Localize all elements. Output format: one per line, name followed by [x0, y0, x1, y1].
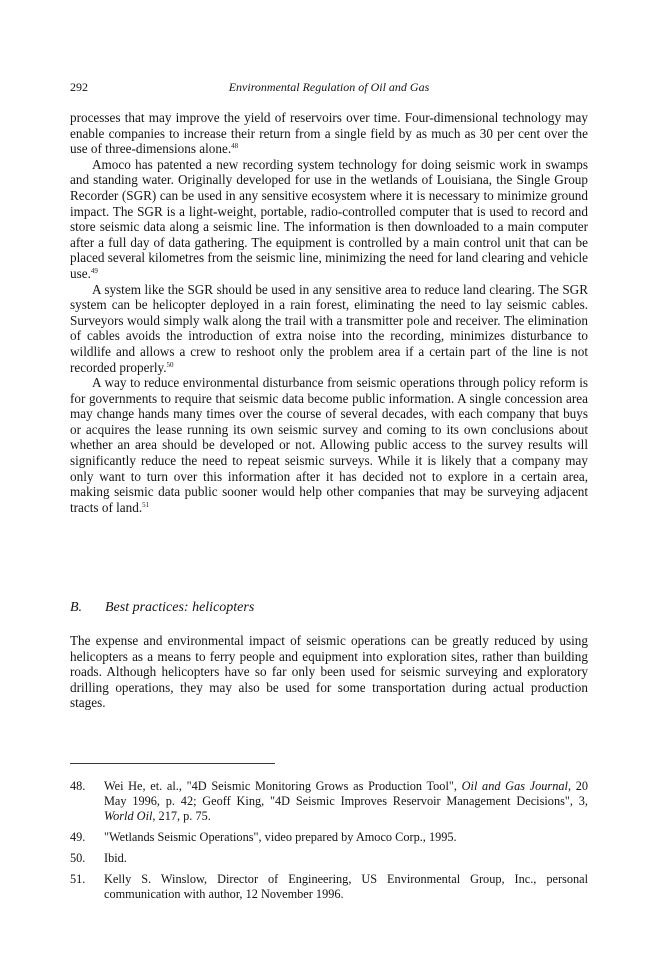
section-body: [70, 633, 588, 711]
page-header: [70, 80, 588, 98]
paragraph-4-text: A way to reduce environmental disturbance from seismic operations through policy reform is for governments to require that seismic data become public information. A single concession area may change hands many times over the course of several decades, with each company that buys or acquires the lease running its own seismic survey and coming to its own conclusions about whether an area should be developed or not. Allowing public access to the survey results will significantly reduce the need to repeat seismic surveys. While it is likely that a company may only want to turn over this information after it has decided not to explore in a certain area, making seismic data public sooner would help other companies that may be surveying adjacent tracts of land.: [70, 375, 588, 515]
footnote-text: Ibid.: [104, 851, 127, 865]
paragraph-1: [70, 110, 588, 157]
footnote-number: 49.: [70, 830, 86, 844]
paragraph-2: [70, 157, 588, 282]
footnote-51: [70, 872, 588, 902]
footnote-ref-51: 51: [142, 500, 150, 509]
footnotes: [70, 779, 588, 908]
footnote-text: Kelly S. Winslow, Director of Engineering, US Environmental Group, Inc., personal communication with author, 12 November 1996.: [104, 872, 588, 901]
section-title: Best practices: helicopters: [105, 600, 255, 615]
footnote-number: 50.: [70, 851, 86, 865]
paragraph-4: [70, 375, 588, 515]
footnote-48-journal-1: Oil and Gas Journal: [461, 779, 568, 793]
footnote-number: 48.: [70, 779, 86, 793]
footnote-48: [70, 779, 588, 824]
paragraph-1-text: processes that may improve the yield of reservoirs over time. Four-dimensional technology may enable companies to increase their return from a single field by as much as 30 per cent over the use of three-dimensions alone.: [70, 110, 588, 157]
footnote-50: [70, 851, 588, 866]
paragraph-3-text: A system like the SGR should be used in any sensitive area to reduce land clearing. The SGR system can be helicopter deployed in a rain forest, eliminating the need to lay seismic cables. Surveyors would simply walk along the trail with a transmitter pole and receiver. The elimination of cables avoids the introduction of extra noise into the recording, minimizes disturbance to wildlife and allows a crew to reshoot only the problem area if a certain part of the line is not recorded properly.: [70, 281, 588, 375]
paragraph-3: [70, 282, 588, 376]
running-title: Environmental Regulation of Oil and Gas: [228, 80, 430, 94]
footnote-48-part-3: , 217, p. 75.: [152, 809, 211, 823]
footnote-ref-49: 49: [90, 266, 98, 275]
page-number: 292: [70, 80, 88, 94]
footnote-48-part-1: Wei He, et. al., "4D Seismic Monitoring Grows as Production Tool",: [104, 779, 462, 793]
footnote-ref-48: 48: [231, 142, 239, 151]
paragraph-2-text: Amoco has patented a new recording system technology for doing seismic work in swamps and standing water. Originally developed for use in the wetlands of Louisiana, the Single Group Recorder (SGR) can be used in any sensitive ecosystem where it is necessary to minimize ground impact. The SGR is a light-weight, portable, radio-controlled computer that is used to record and store seismic data along a seismic line. The information is then downloaded to a main computer after a full day of data gathering. The equipment is controlled by a main control unit that can be placed several kilometres from the seismic line, minimizing the need for land clearing and vehicle use.: [70, 156, 588, 281]
footnote-divider: [70, 763, 275, 764]
section-heading: [70, 600, 588, 616]
footnote-49: [70, 830, 588, 845]
body-text: [70, 110, 588, 515]
section-paragraph: The expense and environmental impact of seismic operations can be greatly reduced by using helicopters as a means to ferry people and equipment into exploration sites, rather than building roads. Although helicopters have so far only been used for seismic surveying and exploratory drilling operations, they may also be used for some transportation during actual production stages.: [70, 633, 588, 711]
footnote-48-journal-2: World Oil: [104, 809, 153, 823]
section-letter: B.: [70, 600, 83, 615]
footnote-ref-50: 50: [166, 360, 174, 369]
footnote-number: 51.: [70, 872, 86, 886]
footnote-48-part-2: , 20 May 1996, p. 42; Geoff King, "4D Seismic Improves Reservoir Management Decisions", 3,: [104, 779, 588, 808]
footnote-text: [104, 779, 588, 824]
footnote-text: "Wetlands Seismic Operations", video prepared by Amoco Corp., 1995.: [104, 830, 457, 844]
